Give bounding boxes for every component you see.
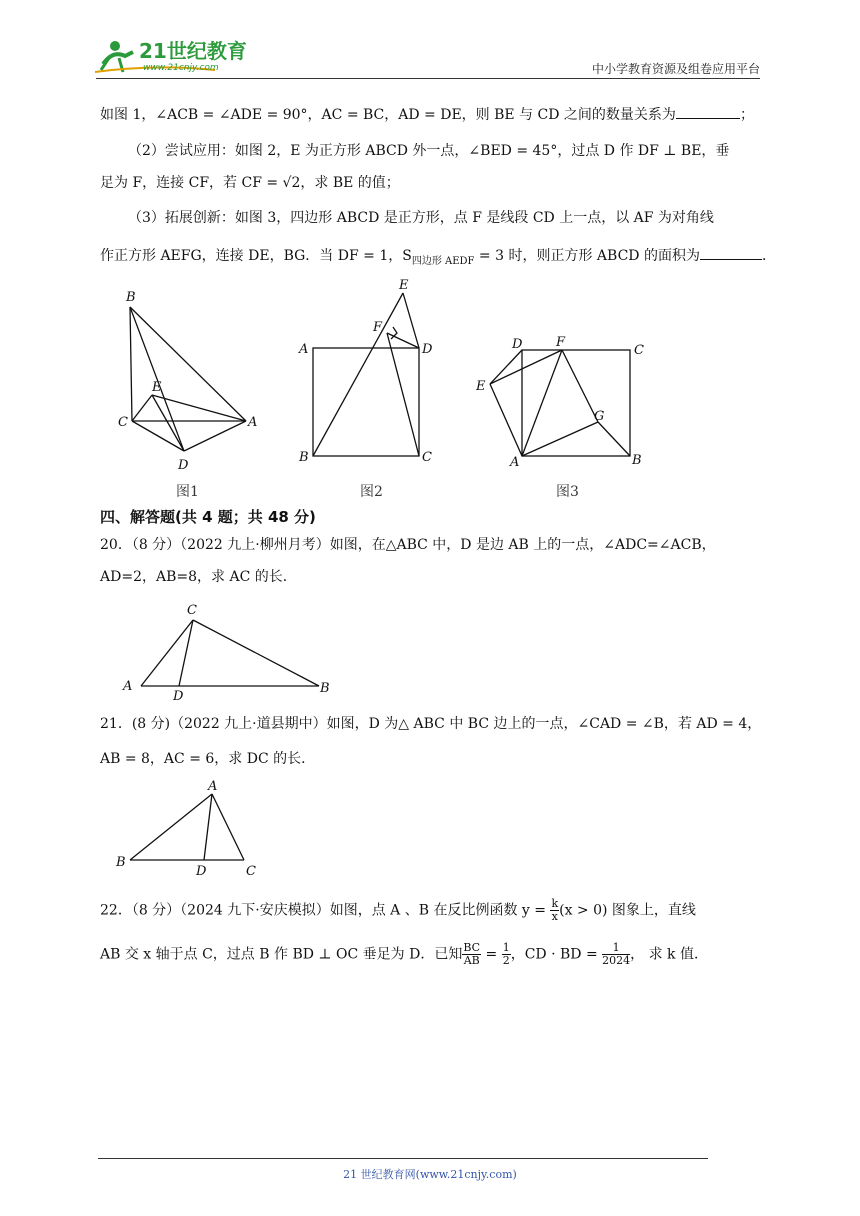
frac-den: 2 [502,954,510,967]
q22-line2 [100,942,762,967]
logo [95,34,265,76]
q20-line2: AD=2，AB=8，求 AC 的长． [100,569,297,585]
header-divider [96,78,760,79]
figure-3 [470,330,650,475]
label-C: C [118,415,128,430]
figure-2 [295,275,445,475]
label-D: D [422,342,433,357]
page-header [95,30,760,78]
q19-line1-text: 如图 1，∠ACB = ∠ADE = 90°，AC = BC，AD = DE，则 BE 与 CD 之间的数量关系为 [100,107,676,123]
q19-line1-end: ； [739,107,754,123]
figure-1-caption: 图1 [176,484,199,500]
q22-line2d: ， 求 k 值． [630,946,708,963]
label-A: A [510,455,520,470]
section-title: 四、解答题(共 4 题；共 48 分) [100,508,316,526]
q22-line1a: 22．（8 分）（2024 九下·安庆模拟）如图，点 A 、B 在反比例函数 y = [100,902,551,919]
label-A: A [248,415,258,430]
q20-line1: 20．（8 分）（2022 九上·柳州月考）如图，在△ABC 中，D 是边 AB 上的一点，∠ADC=∠ACB， [100,537,716,553]
q19-line4: （3）拓展创新：如图 3，四边形 ABCD 是正方形，点 F 是线段 CD 上一点，以 AF 为对角线 [128,210,714,226]
label-A: A [123,679,133,694]
logo-url: www.21cnjy.com [143,63,219,73]
label-B: B [126,290,136,305]
q22-line1b: (x > 0) 图象上，直线 [559,902,696,919]
q19-line3: 足为 F，连接 CF，若 CF = √2，求 BE 的值； [100,175,400,191]
frac-num: BC [463,941,481,954]
fraction-one-half [502,942,511,967]
q22-line2c: ，CD · BD = [510,946,603,963]
figure-2-caption: 图2 [360,484,383,500]
label-C: C [422,450,432,465]
footer-text: 21 世纪教育网(www.21cnjy.com) [343,1168,517,1181]
fraction-one-over-2024 [602,942,630,967]
frac-num: k [551,897,559,910]
q22-line2a: AB 交 x 轴于点 C，过点 B 作 BD ⊥ OC 垂足为 D．已知 [100,946,463,963]
q22-line2b: = [481,946,502,963]
label-F: F [556,335,566,350]
frac-den: AB [463,954,480,967]
label-F: F [373,320,383,335]
logo-text: 21世纪教育 [139,39,247,63]
q21-figure [112,778,262,878]
header-platform-text: 中小学教育资源及组卷应用平台 [591,62,760,76]
q20-figure [115,598,340,706]
label-C: C [246,864,256,878]
frac-num: 1 [602,942,630,955]
frac-num: 1 [502,941,510,954]
frac-den: x [551,910,558,923]
label-B: B [632,453,642,468]
figure-1 [110,285,270,475]
q19-line5-sub: 四边形 AEDF [411,255,475,267]
q21-line1: 21．(8 分)（2022 九上·道县期中）如图，D 为△ ABC 中 BC 边上的一点，∠CAD = ∠B，若 AD = 4， [100,716,762,732]
q19-line5-end: ． [761,248,776,264]
label-C: C [634,343,644,358]
label-D: D [173,689,184,704]
answer-blank [676,104,740,119]
q19-line5b: = 3 时，则正方形 ABCD 的面积为 [474,248,700,264]
footer-divider [98,1158,708,1159]
frac-den: 2024 [602,954,631,967]
fraction-k-over-x [550,898,559,923]
figure-3-caption: 图3 [556,484,579,500]
label-G: G [594,409,605,424]
answer-blank [700,245,762,260]
q22-line1 [100,898,762,923]
label-E: E [476,379,486,394]
q19-line5a: 作正方形 AEFG，连接 DE，BG．当 DF = 1，S [100,248,412,264]
label-E: E [152,380,162,395]
label-C: C [187,603,197,618]
label-B: B [116,855,126,870]
label-E: E [399,278,409,293]
label-B: B [320,681,330,696]
q19-line5 [100,245,776,273]
label-A: A [208,779,218,794]
label-D: D [178,458,189,473]
q19-line2: （2）尝试应用：如图 2，E 为正方形 ABCD 外一点，∠BED = 45°，过点 D 作 DF ⊥ BE，垂 [128,143,730,159]
label-A: A [299,342,309,357]
q21-line2: AB = 8，AC = 6，求 DC 的长． [100,751,316,767]
q19-line1 [100,104,762,126]
label-D: D [512,337,523,352]
label-D: D [196,864,207,878]
fraction-bc-over-ab [462,942,481,967]
label-B: B [299,450,309,465]
